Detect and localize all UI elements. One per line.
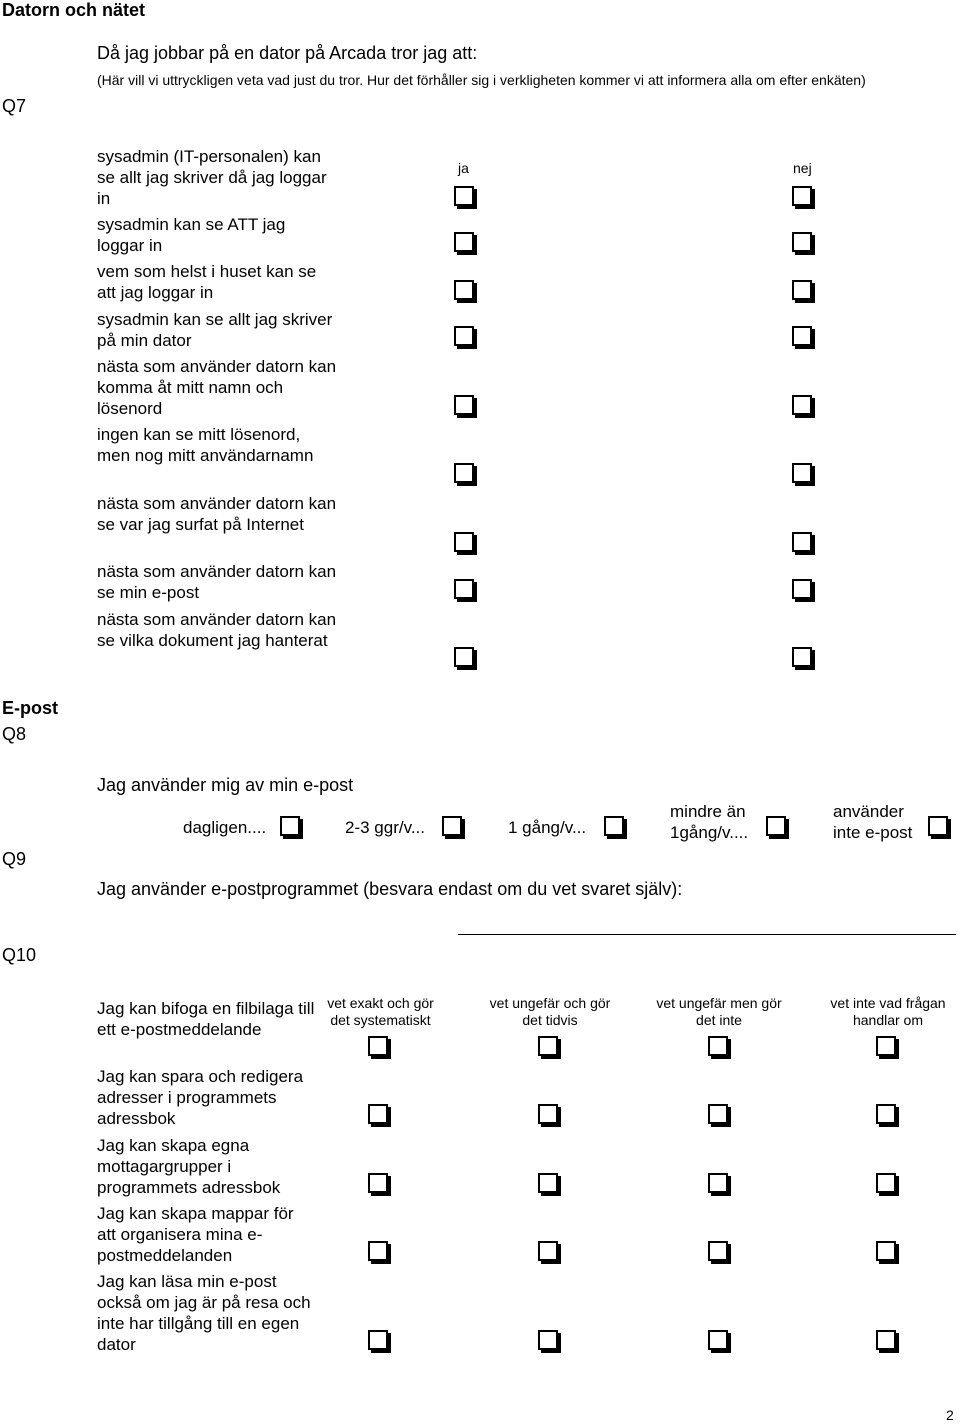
q7-item-8-yes-checkbox[interactable] [454,579,474,599]
q7-item-1-no-checkbox[interactable] [792,186,812,206]
q8-question: Jag använder mig av min e-post [97,775,354,795]
q10-col-not: vet ungefär men gör det inte [656,995,782,1028]
q10-item-3-exact-checkbox[interactable] [368,1173,388,1193]
q7-question: Då jag jobbar på en dator på Arcada tror jag att: [97,43,478,63]
q10-item-4-not-checkbox[interactable] [708,1241,728,1261]
q7-item-2-yes-checkbox[interactable] [454,232,474,252]
q10-item-5-unknown-checkbox[interactable] [876,1330,896,1350]
q8-option-2-3-weekly: 2-3 ggr/v... [345,818,425,837]
q10-item-1-not-checkbox[interactable] [708,1036,728,1056]
q10-item-2: Jag kan spara och redigera adresser i programmets adressbok [97,1067,304,1128]
q7-col-no: nej [793,160,812,176]
q7-item-7-yes-checkbox[interactable] [454,532,474,552]
q10-col-sometimes: vet ungefär och gör det tidvis [489,995,611,1028]
q8-number: Q8 [2,724,27,744]
q7-item-6: ingen kan se mitt lösenord, men nog mitt användarnamn [97,425,314,465]
q7-item-8: nästa som använder datorn kan se min e-post [97,562,337,602]
q9-number: Q9 [2,849,27,869]
q7-item-5-yes-checkbox[interactable] [454,395,474,415]
q10-item-3-unknown-checkbox[interactable] [876,1173,896,1193]
q7-item-4-yes-checkbox[interactable] [454,326,474,346]
q10-item-2-unknown-checkbox[interactable] [876,1104,896,1124]
q7-item-6-yes-checkbox[interactable] [454,463,474,483]
q10-item-1-sometimes-checkbox[interactable] [538,1036,558,1056]
q9-answer-line[interactable] [458,934,956,935]
q10-item-3-not-checkbox[interactable] [708,1173,728,1193]
q7-item-5-no-checkbox[interactable] [792,395,812,415]
q8-daily-checkbox[interactable] [280,816,300,836]
q8-weekly-checkbox[interactable] [604,816,624,836]
q7-item-6-no-checkbox[interactable] [792,463,812,483]
q7-item-3-no-checkbox[interactable] [792,280,812,300]
q10-item-3-sometimes-checkbox[interactable] [538,1173,558,1193]
q10-item-4-unknown-checkbox[interactable] [876,1241,896,1261]
q7-item-9: nästa som använder datorn kan se vilka dokument jag hanterat [97,610,337,650]
q10-item-2-not-checkbox[interactable] [708,1104,728,1124]
q10-item-5-exact-checkbox[interactable] [368,1330,388,1350]
section-title-epost: E-post [2,698,58,718]
q7-item-7: nästa som använder datorn kan se var jag surfat på Internet [97,494,337,534]
q7-number: Q7 [2,96,27,116]
q8-2-3-weekly-checkbox[interactable] [442,816,462,836]
q7-item-3: vem som helst i huset kan se att jag loggar in [97,262,317,302]
q7-item-2: sysadmin kan se ATT jag loggar in [97,215,286,255]
q7-note: (Här vill vi uttryckligen veta vad just du tror. Hur det förhåller sig i verkligheten kommer vi att informera alla om efter enkäten) [97,72,866,88]
q8-less-than-weekly-checkbox[interactable] [766,816,786,836]
q8-option-no-email: använder inte e-post [833,802,913,842]
q7-item-5: nästa som använder datorn kan komma åt mitt namn och lösenord [97,357,337,418]
q10-item-3: Jag kan skapa egna mottagargrupper i programmets adressbok [97,1136,281,1197]
q7-col-yes: ja [458,160,469,176]
q10-item-5: Jag kan läsa min e-post också om jag är på resa och inte har tillgång till en egen dator [97,1272,311,1354]
q10-item-4: Jag kan skapa mappar för att organisera mina e-postmeddelanden [97,1204,294,1265]
q8-option-weekly: 1 gång/v... [508,818,587,837]
q10-col-exact: vet exakt och gör det systematiskt [327,995,434,1028]
q7-item-1-yes-checkbox[interactable] [454,186,474,206]
q8-option-less-than-weekly: mindre än 1gång/v.... [670,802,749,842]
q7-item-2-no-checkbox[interactable] [792,232,812,252]
q7-item-9-no-checkbox[interactable] [792,647,812,667]
q7-item-3-yes-checkbox[interactable] [454,280,474,300]
q10-col-unknown: vet inte vad frågan handlar om [830,995,946,1028]
q8-no-email-checkbox[interactable] [928,816,948,836]
q10-item-2-sometimes-checkbox[interactable] [538,1104,558,1124]
q10-item-1: Jag kan bifoga en filbilaga till ett e-postmeddelande [97,999,315,1039]
q10-item-5-sometimes-checkbox[interactable] [538,1330,558,1350]
q10-item-4-exact-checkbox[interactable] [368,1241,388,1261]
q7-item-7-no-checkbox[interactable] [792,532,812,552]
section-title-datorn: Datorn och nätet [2,0,146,20]
q9-question: Jag använder e-postprogrammet (besvara endast om du vet svaret själv): [97,879,683,899]
page-number: 2 [946,1407,954,1423]
q7-item-8-no-checkbox[interactable] [792,579,812,599]
q7-item-9-yes-checkbox[interactable] [454,647,474,667]
q10-number: Q10 [2,945,37,965]
q10-item-2-exact-checkbox[interactable] [368,1104,388,1124]
q7-item-4: sysadmin kan se allt jag skriver på min dator [97,310,333,350]
q10-item-1-unknown-checkbox[interactable] [876,1036,896,1056]
q10-item-4-sometimes-checkbox[interactable] [538,1241,558,1261]
q7-item-4-no-checkbox[interactable] [792,326,812,346]
q8-option-daily: dagligen.... [183,818,267,837]
q10-item-5-not-checkbox[interactable] [708,1330,728,1350]
q10-item-1-exact-checkbox[interactable] [368,1036,388,1056]
q7-item-1: sysadmin (IT-personalen) kan se allt jag skriver då jag loggar in [97,147,327,208]
